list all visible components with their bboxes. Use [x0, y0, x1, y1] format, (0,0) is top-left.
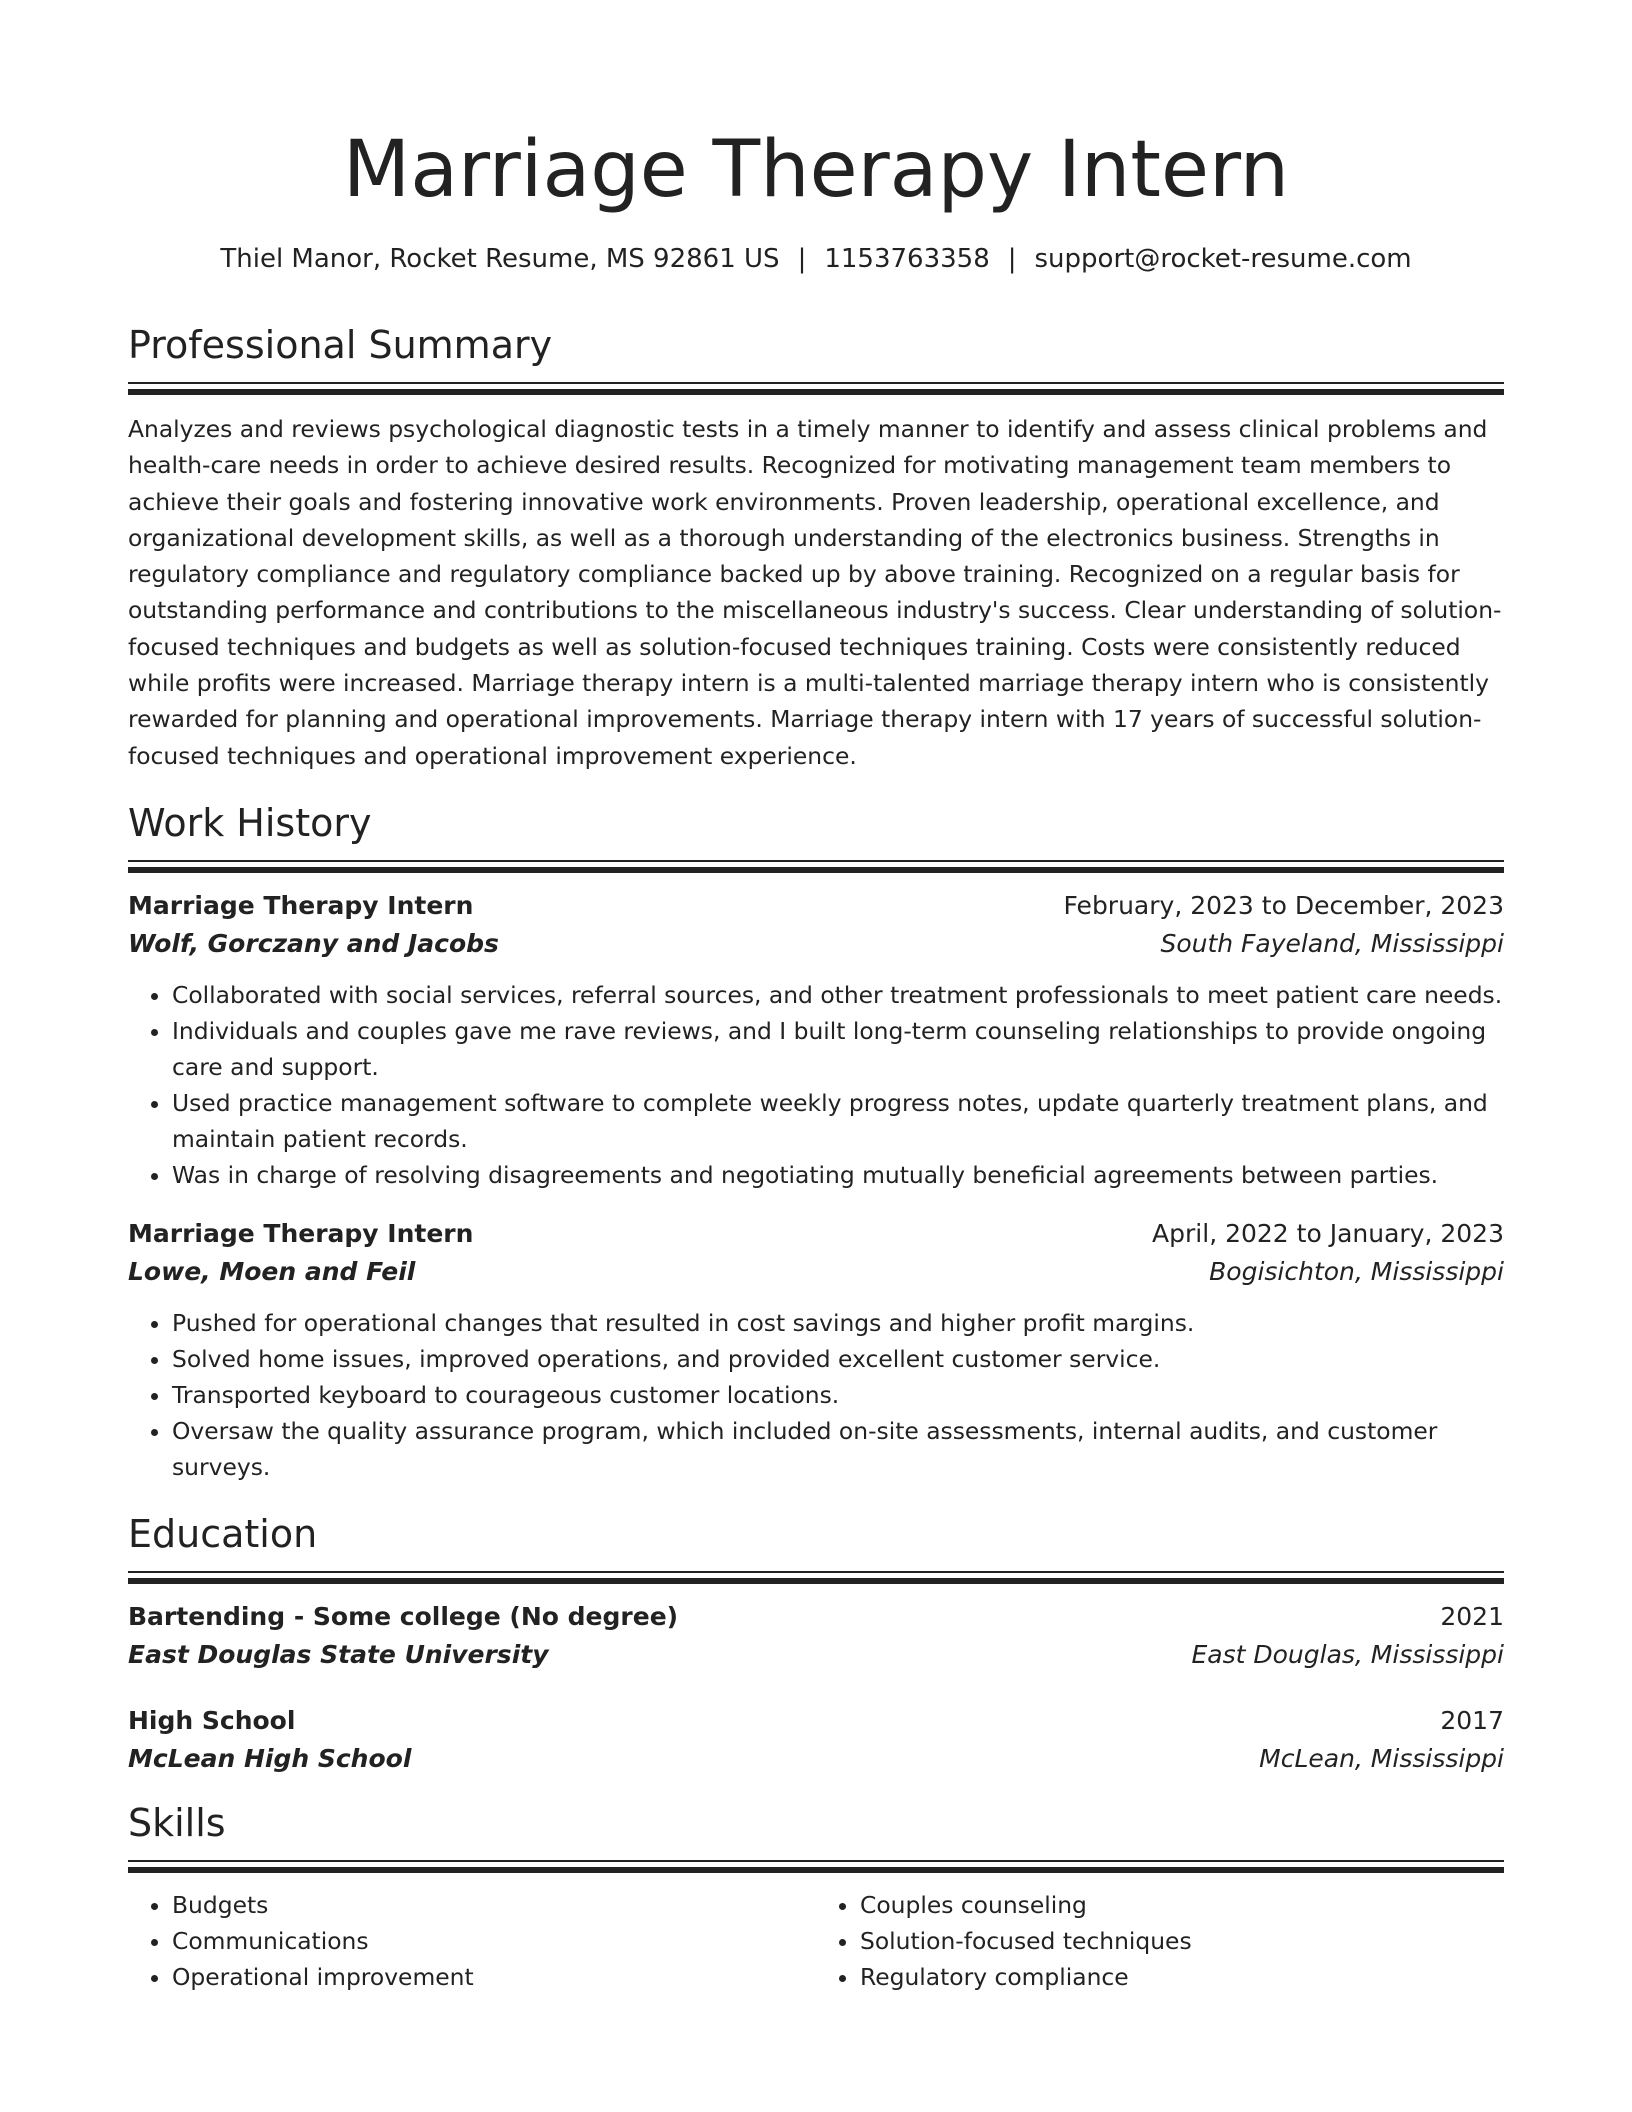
section-rule-thick	[128, 1578, 1504, 1584]
contact-address: Thiel Manor, Rocket Resume, MS 92861 US	[220, 244, 780, 274]
job-location: Bogisichton, Mississippi	[1209, 1256, 1504, 1286]
skill-item: • Solution-focused techniques	[860, 1923, 1504, 1959]
contact-email: support@rocket-resume.com	[1034, 244, 1412, 274]
education-entry	[128, 1598, 1504, 1674]
job-entry	[128, 887, 1504, 1193]
job-bullet: • Collaborated with social services, referral sources, and other treatment professionals to meet patient care needs.	[172, 977, 1504, 1013]
summary-section	[128, 322, 1504, 774]
job-dates: April, 2022 to January, 2023	[1152, 1218, 1504, 1248]
skill-item: • Couples counseling	[860, 1887, 1504, 1923]
section-rule-thick	[128, 389, 1504, 395]
section-heading-work: Work History	[128, 800, 372, 845]
skills-column-left	[128, 1887, 816, 1995]
job-employer: Lowe, Moen and Feil	[128, 1256, 416, 1286]
skill-item: • Communications	[172, 1923, 816, 1959]
job-bullet: • Individuals and couples gave me rave reviews, and I built long-term counseling relationships to provide ongoing care and support.	[172, 1013, 1504, 1085]
job-bullet: • Solved home issues, improved operations, and provided excellent customer service.	[172, 1341, 1504, 1377]
section-heading-education: Education	[128, 1511, 318, 1556]
job-employer: Wolf, Gorczany and Jacobs	[128, 928, 499, 958]
resume-title: Marriage Therapy Intern	[342, 125, 1290, 215]
work-history-section	[128, 800, 1504, 1485]
education-school: East Douglas State University	[128, 1639, 549, 1669]
education-location: McLean, Mississippi	[1259, 1743, 1504, 1773]
job-location: South Fayeland, Mississippi	[1160, 928, 1504, 958]
skill-item: • Budgets	[172, 1887, 816, 1923]
contact-separator: |	[797, 244, 807, 274]
education-location: East Douglas, Mississippi	[1191, 1639, 1504, 1669]
job-bullets	[128, 977, 1504, 1193]
job-bullet: • Transported keyboard to courageous customer locations.	[172, 1377, 1504, 1413]
section-rule-thick	[128, 1867, 1504, 1873]
skills-section	[128, 1800, 1504, 1995]
skill-item: • Regulatory compliance	[860, 1959, 1504, 1995]
job-entry	[128, 1215, 1504, 1485]
job-bullet: • Oversaw the quality assurance program, which included on-site assessments, internal audits, and customer surveys.	[172, 1413, 1504, 1485]
summary-text: Analyzes and reviews psychological diagnostic tests in a timely manner to identify and assess clinical problems and health-care needs in order to achieve desired results. Recognized for motivating management team members to achieve their goals and fostering innovative work environments. Proven leadership, operational excellence, and organizational development skills, as well as a thorough understanding of the electronics business. Strengths in regulatory compliance and regulatory compliance backed up by above training. Recognized on a regular basis for outstanding performance and contributions to the miscellaneous industry's success. Clear understanding of solution-focused techniques and budgets as well as solution-focused techniques training. Costs were consistently reduced while profits were increased. Marriage therapy intern is a multi-talented marriage therapy intern who is consistently rewarded for planning and operational improvements. Marriage therapy intern with 17 years of successful solution-focused techniques and operational improvement experience.	[128, 415, 1502, 770]
skills-grid	[128, 1887, 1504, 1995]
education-school: McLean High School	[128, 1743, 412, 1773]
section-rule	[128, 1860, 1504, 1862]
skill-item: • Operational improvement	[172, 1959, 816, 1995]
job-bullets	[128, 1305, 1504, 1485]
section-rule-thick	[128, 867, 1504, 873]
contact-phone: 1153763358	[824, 244, 990, 274]
section-rule	[128, 860, 1504, 862]
section-heading-skills: Skills	[128, 1800, 226, 1845]
education-year: 2017	[1440, 1705, 1504, 1735]
education-section	[128, 1511, 1504, 1778]
contact-separator: |	[1007, 244, 1017, 274]
section-rule	[128, 382, 1504, 384]
job-bullet: • Pushed for operational changes that resulted in cost savings and higher profit margins.	[172, 1305, 1504, 1341]
job-title: Marriage Therapy Intern	[128, 890, 474, 920]
section-heading-summary: Professional Summary	[128, 323, 553, 367]
job-bullet: • Used practice management software to complete weekly progress notes, update quarterly treatment plans, and maintain patient records.	[172, 1085, 1504, 1157]
education-degree: Bartending - Some college (No degree)	[128, 1601, 679, 1631]
education-degree: High School	[128, 1705, 296, 1735]
education-year: 2021	[1440, 1601, 1504, 1631]
skills-column-right	[816, 1887, 1504, 1995]
education-entry	[128, 1702, 1504, 1778]
contact-line	[128, 242, 1504, 276]
job-bullet: • Was in charge of resolving disagreements and negotiating mutually beneficial agreements between parties.	[172, 1157, 1504, 1193]
section-rule	[128, 1571, 1504, 1573]
job-dates: February, 2023 to December, 2023	[1063, 890, 1504, 920]
job-title: Marriage Therapy Intern	[128, 1218, 474, 1248]
